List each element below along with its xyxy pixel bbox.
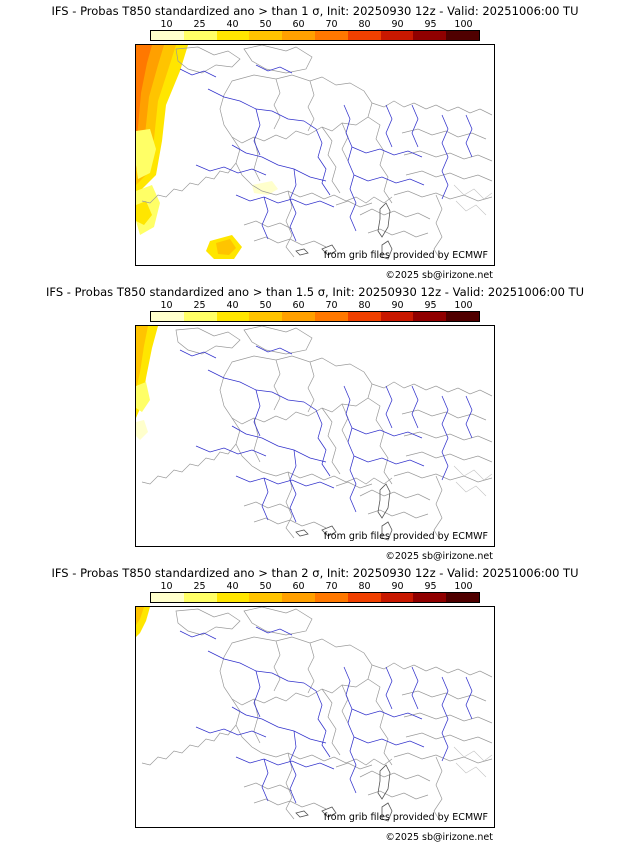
map-graphic-2 — [136, 326, 494, 546]
probability-panel-1 — [0, 0, 630, 281]
copyright-1: ©2025 sb@irizone.net — [385, 270, 493, 281]
panel-footer-3 — [135, 828, 495, 843]
cbar-tick: 90 — [391, 581, 404, 592]
cbar-tick: 40 — [226, 300, 239, 311]
colorbar-strip-3 — [150, 592, 480, 603]
cbar-tick: 70 — [325, 19, 338, 30]
colorbar-ticks-3 — [150, 581, 480, 592]
source-note-3: from grib files provided by ECMWF — [323, 812, 488, 823]
cbar-tick: 95 — [424, 300, 437, 311]
cbar-tick: 25 — [193, 300, 206, 311]
colorbar-2 — [150, 300, 480, 322]
panel-footer-2 — [135, 547, 495, 562]
cbar-tick: 100 — [454, 19, 473, 30]
cbar-tick: 10 — [160, 300, 173, 311]
map-graphic-1 — [136, 45, 494, 265]
colorbar-ticks-2 — [150, 300, 480, 311]
panel-title-1: IFS - Probas T850 standardized ano > than 1 σ, Init: 20250930 12z - Valid: 20251006:00 TU — [51, 4, 579, 18]
cbar-tick: 90 — [391, 19, 404, 30]
cbar-tick: 80 — [358, 300, 371, 311]
probability-panel-3 — [0, 562, 630, 843]
cbar-tick: 70 — [325, 581, 338, 592]
cbar-tick: 70 — [325, 300, 338, 311]
map-canvas-3 — [135, 606, 495, 828]
cbar-tick: 25 — [193, 19, 206, 30]
cbar-tick: 10 — [160, 19, 173, 30]
cbar-tick: 80 — [358, 19, 371, 30]
cbar-tick: 40 — [226, 19, 239, 30]
cbar-tick: 50 — [259, 581, 272, 592]
probability-shading — [136, 326, 158, 440]
cbar-tick: 100 — [454, 300, 473, 311]
colorbar-ticks-1 — [150, 19, 480, 30]
cbar-tick: 60 — [292, 581, 305, 592]
cbar-tick: 90 — [391, 300, 404, 311]
cbar-tick: 50 — [259, 300, 272, 311]
cbar-tick: 95 — [424, 581, 437, 592]
cbar-tick: 95 — [424, 19, 437, 30]
colorbar-3 — [150, 581, 480, 603]
probability-panel-2 — [0, 281, 630, 562]
panel-title-2: IFS - Probas T850 standardized ano > than 1.5 σ, Init: 20250930 12z - Valid: 20251006:00 TU — [46, 285, 584, 299]
source-note-2: from grib files provided by ECMWF — [323, 531, 488, 542]
copyright-3: ©2025 sb@irizone.net — [385, 832, 493, 843]
probability-shading — [136, 607, 150, 637]
colorbar-1 — [150, 19, 480, 41]
cbar-tick: 60 — [292, 19, 305, 30]
cbar-tick: 40 — [226, 581, 239, 592]
probability-shading — [136, 45, 278, 259]
map-canvas-2 — [135, 325, 495, 547]
panel-title-3: IFS - Probas T850 standardized ano > than 2 σ, Init: 20250930 12z - Valid: 20251006:00 TU — [51, 566, 579, 580]
map-graphic-3 — [136, 607, 494, 827]
source-note-1: from grib files provided by ECMWF — [323, 250, 488, 261]
cbar-tick: 100 — [454, 581, 473, 592]
cbar-tick: 10 — [160, 581, 173, 592]
colorbar-strip-2 — [150, 311, 480, 322]
panel-footer-1 — [135, 266, 495, 281]
colorbar-strip-1 — [150, 30, 480, 41]
copyright-2: ©2025 sb@irizone.net — [385, 551, 493, 562]
cbar-tick: 25 — [193, 581, 206, 592]
cbar-tick: 50 — [259, 19, 272, 30]
cbar-tick: 60 — [292, 300, 305, 311]
cbar-tick: 80 — [358, 581, 371, 592]
map-canvas-1 — [135, 44, 495, 266]
